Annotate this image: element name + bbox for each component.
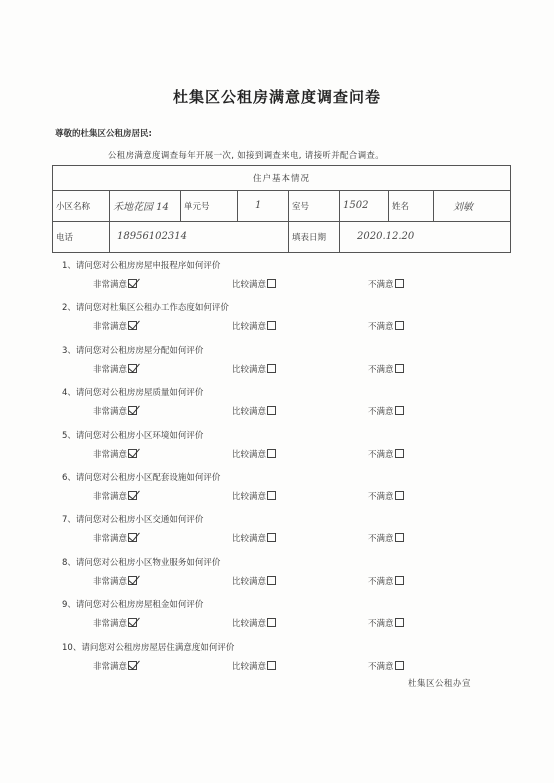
unit-value: 1 xyxy=(255,200,262,212)
checkbox[interactable] xyxy=(128,533,137,542)
option-label: 不满意 xyxy=(368,407,394,418)
option-very[interactable] xyxy=(93,617,137,629)
checkbox[interactable] xyxy=(395,364,404,373)
checkbox[interactable] xyxy=(395,279,404,288)
option-very[interactable] xyxy=(93,490,137,502)
option-fairly[interactable] xyxy=(232,575,276,587)
option-label: 不满意 xyxy=(368,364,394,375)
option-label: 非常满意 xyxy=(93,322,128,333)
option-fairly[interactable] xyxy=(232,617,276,629)
intro-text: 公租房满意度调查每年开展一次, 如接到调查来电, 请接听并配合调查。 xyxy=(108,151,385,161)
checkbox[interactable] xyxy=(267,533,276,542)
checkbox[interactable] xyxy=(395,449,404,458)
option-not[interactable] xyxy=(368,278,404,290)
checkbox[interactable] xyxy=(395,533,404,542)
checkbox[interactable] xyxy=(395,618,404,627)
phone-field[interactable] xyxy=(110,221,289,252)
checkbox[interactable] xyxy=(128,618,137,627)
checkbox[interactable] xyxy=(395,321,404,330)
checkbox[interactable] xyxy=(267,321,276,330)
checkbox[interactable] xyxy=(267,406,276,415)
checkbox[interactable] xyxy=(128,364,137,373)
option-label: 比较满意 xyxy=(232,449,267,460)
option-label: 不满意 xyxy=(368,576,394,587)
option-not[interactable] xyxy=(368,660,404,672)
checkbox[interactable] xyxy=(267,576,276,585)
question-text: 2、请问您对杜集区公租办工作态度如何评价 xyxy=(62,303,229,314)
option-not[interactable] xyxy=(368,490,404,502)
question-text: 6、请问您对公租房小区配套设施如何评价 xyxy=(62,473,221,483)
option-not[interactable] xyxy=(368,575,404,587)
option-not[interactable] xyxy=(368,320,404,332)
question-text: 3、请问您对公租房房屋分配如何评价 xyxy=(62,345,204,356)
option-very[interactable] xyxy=(93,660,137,672)
option-label: 比较满意 xyxy=(232,322,267,333)
checkbox[interactable] xyxy=(128,321,137,330)
option-label: 不满意 xyxy=(368,322,394,333)
info-table-header: 住户基本情况 xyxy=(53,166,511,191)
community-value: 禾地花园 14 xyxy=(113,202,169,214)
community-label: 小区名称 xyxy=(53,190,110,221)
footer-organization: 杜集区公租办宣 xyxy=(408,679,472,689)
unit-label: 单元号 xyxy=(181,190,238,221)
phone-value: 18956102314 xyxy=(117,231,187,243)
option-label: 比较满意 xyxy=(232,492,267,502)
name-value: 刘敏 xyxy=(453,202,473,214)
checkbox[interactable] xyxy=(128,661,137,670)
checkbox[interactable] xyxy=(128,491,137,500)
option-label: 不满意 xyxy=(368,661,394,672)
checkbox[interactable] xyxy=(267,364,276,373)
salutation: 尊敬的杜集区公租房居民: xyxy=(55,129,152,139)
option-label: 不满意 xyxy=(368,619,394,630)
option-label: 比较满意 xyxy=(232,534,267,545)
checkbox[interactable] xyxy=(128,576,137,585)
phone-label: 电话 xyxy=(53,221,110,252)
checkbox[interactable] xyxy=(395,576,404,585)
community-field[interactable] xyxy=(110,190,181,221)
resident-info-table xyxy=(52,165,511,253)
checkbox[interactable] xyxy=(267,618,276,627)
checkbox[interactable] xyxy=(128,406,137,415)
checkbox[interactable] xyxy=(267,279,276,288)
option-fairly[interactable] xyxy=(232,448,276,460)
option-label: 非常满意 xyxy=(93,407,128,418)
option-label: 不满意 xyxy=(368,280,394,290)
option-label: 非常满意 xyxy=(93,619,128,630)
option-label: 非常满意 xyxy=(93,280,128,290)
option-label: 非常满意 xyxy=(93,576,128,587)
option-not[interactable] xyxy=(368,405,404,417)
question-text: 5、请问您对公租房小区环境如何评价 xyxy=(62,430,204,441)
option-very[interactable] xyxy=(93,363,137,375)
option-label: 不满意 xyxy=(368,449,394,460)
checkbox[interactable] xyxy=(267,491,276,500)
option-label: 比较满意 xyxy=(232,364,267,375)
option-very[interactable] xyxy=(93,405,137,417)
option-label: 非常满意 xyxy=(93,449,128,460)
option-label: 比较满意 xyxy=(232,280,267,290)
option-not[interactable] xyxy=(368,617,404,629)
checkbox[interactable] xyxy=(395,491,404,500)
question-text: 4、请问您对公租房房屋质量如何评价 xyxy=(62,388,204,399)
question-text: 10、请问您对公租房房屋居住满意度如何评价 xyxy=(62,642,235,653)
checkbox[interactable] xyxy=(128,449,137,458)
option-label: 非常满意 xyxy=(93,661,128,672)
checkbox[interactable] xyxy=(128,279,137,288)
option-fairly[interactable] xyxy=(232,660,276,672)
option-very[interactable] xyxy=(93,532,137,544)
room-label: 室号 xyxy=(289,190,340,221)
option-very[interactable] xyxy=(93,575,137,587)
option-fairly[interactable] xyxy=(232,363,276,375)
option-label: 不满意 xyxy=(368,534,394,545)
option-label: 比较满意 xyxy=(232,661,267,672)
question-text: 8、请问您对公租房小区物业服务如何评价 xyxy=(62,557,221,568)
option-very[interactable] xyxy=(93,278,137,290)
option-very[interactable] xyxy=(93,320,137,332)
option-label: 非常满意 xyxy=(93,534,128,545)
option-label: 不满意 xyxy=(368,492,394,502)
option-not[interactable] xyxy=(368,532,404,544)
option-label: 非常满意 xyxy=(93,492,128,502)
option-fairly[interactable] xyxy=(232,278,276,290)
name-field[interactable] xyxy=(434,190,511,221)
unit-field[interactable] xyxy=(238,190,289,221)
room-value: 1502 xyxy=(343,200,369,212)
question-text: 9、请问您对公租房房屋租金如何评价 xyxy=(62,600,204,611)
option-fairly[interactable] xyxy=(232,320,276,332)
date-value: 2020.12.20 xyxy=(357,231,415,243)
option-not[interactable] xyxy=(368,448,404,460)
date-field[interactable] xyxy=(340,221,511,252)
question-text: 7、请问您对公租房小区交通如何评价 xyxy=(62,515,204,526)
page-title: 杜集区公租房满意度调查问卷 xyxy=(172,88,381,106)
question-text: 1、请问您对公租房房屋申报程序如何评价 xyxy=(62,261,221,271)
checkbox[interactable] xyxy=(267,449,276,458)
checkbox[interactable] xyxy=(395,661,404,670)
room-field[interactable] xyxy=(340,190,389,221)
option-label: 比较满意 xyxy=(232,407,267,418)
option-label: 比较满意 xyxy=(232,619,267,630)
checkbox[interactable] xyxy=(395,406,404,415)
option-fairly[interactable] xyxy=(232,405,276,417)
option-very[interactable] xyxy=(93,448,137,460)
checkbox[interactable] xyxy=(267,661,276,670)
option-fairly[interactable] xyxy=(232,532,276,544)
option-not[interactable] xyxy=(368,363,404,375)
name-label: 姓名 xyxy=(389,190,434,221)
option-fairly[interactable] xyxy=(232,490,276,502)
option-label: 比较满意 xyxy=(232,576,267,587)
date-label: 填表日期 xyxy=(289,221,340,252)
option-label: 非常满意 xyxy=(93,364,128,375)
